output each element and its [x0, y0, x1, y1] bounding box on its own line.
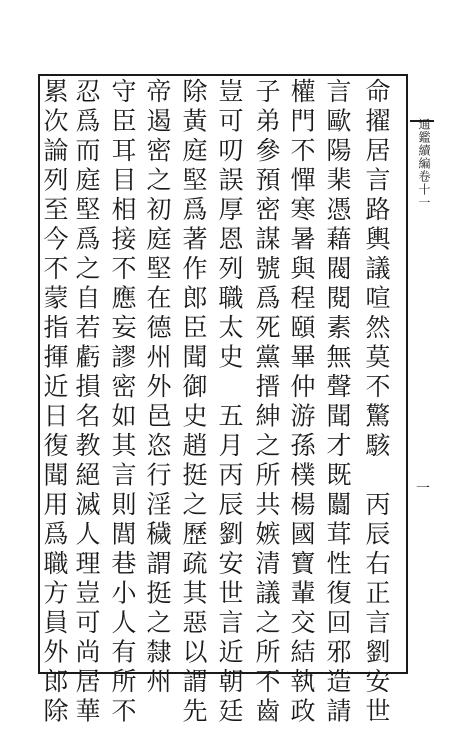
- banxin-page-mark: 一: [416, 481, 430, 497]
- text-column-1: 命擢居言路輿議喧然莫不驚駭 丙辰右正言劉安世: [362, 78, 391, 727]
- text-column-9: 忍爲而庭堅爲之自若虧損名教絕滅人理豈可尚居華: [72, 78, 101, 727]
- text-column-10: 累次論列至今不蒙指揮近日復聞用爲職方員外郎除: [40, 78, 69, 727]
- text-column-3: 權門不憚寒暑與程頤畢仲游孫樸楊國寶輩交結執政: [287, 78, 316, 727]
- text-column-7: 帝遏密之初庭堅在德州外邑恣行淫穢謂挺之隸州: [143, 78, 172, 698]
- frame-right-border: [406, 74, 408, 674]
- banxin-title: 通鑑續編卷十一: [417, 118, 431, 209]
- text-column-6: 除黃庭堅爲著作郎臣聞御史趙挺之歷疏其惡以謂先: [179, 78, 208, 727]
- text-column-5: 豈可叨誤厚恩列職太史 五月丙辰劉安世言近朝廷: [215, 78, 244, 727]
- text-column-4: 子弟參預密謀號爲死黨搢紳之所共嫉清議之所不齒: [252, 78, 281, 727]
- text-column-8: 守臣耳目相接不應妄謬密如其言則閭巷小人有所不: [108, 78, 137, 727]
- frame-top-border: [38, 74, 408, 76]
- text-column-2: 言歐陽棐憑藉閥閱素無聲聞才既闒茸性復回邪造請: [323, 78, 352, 727]
